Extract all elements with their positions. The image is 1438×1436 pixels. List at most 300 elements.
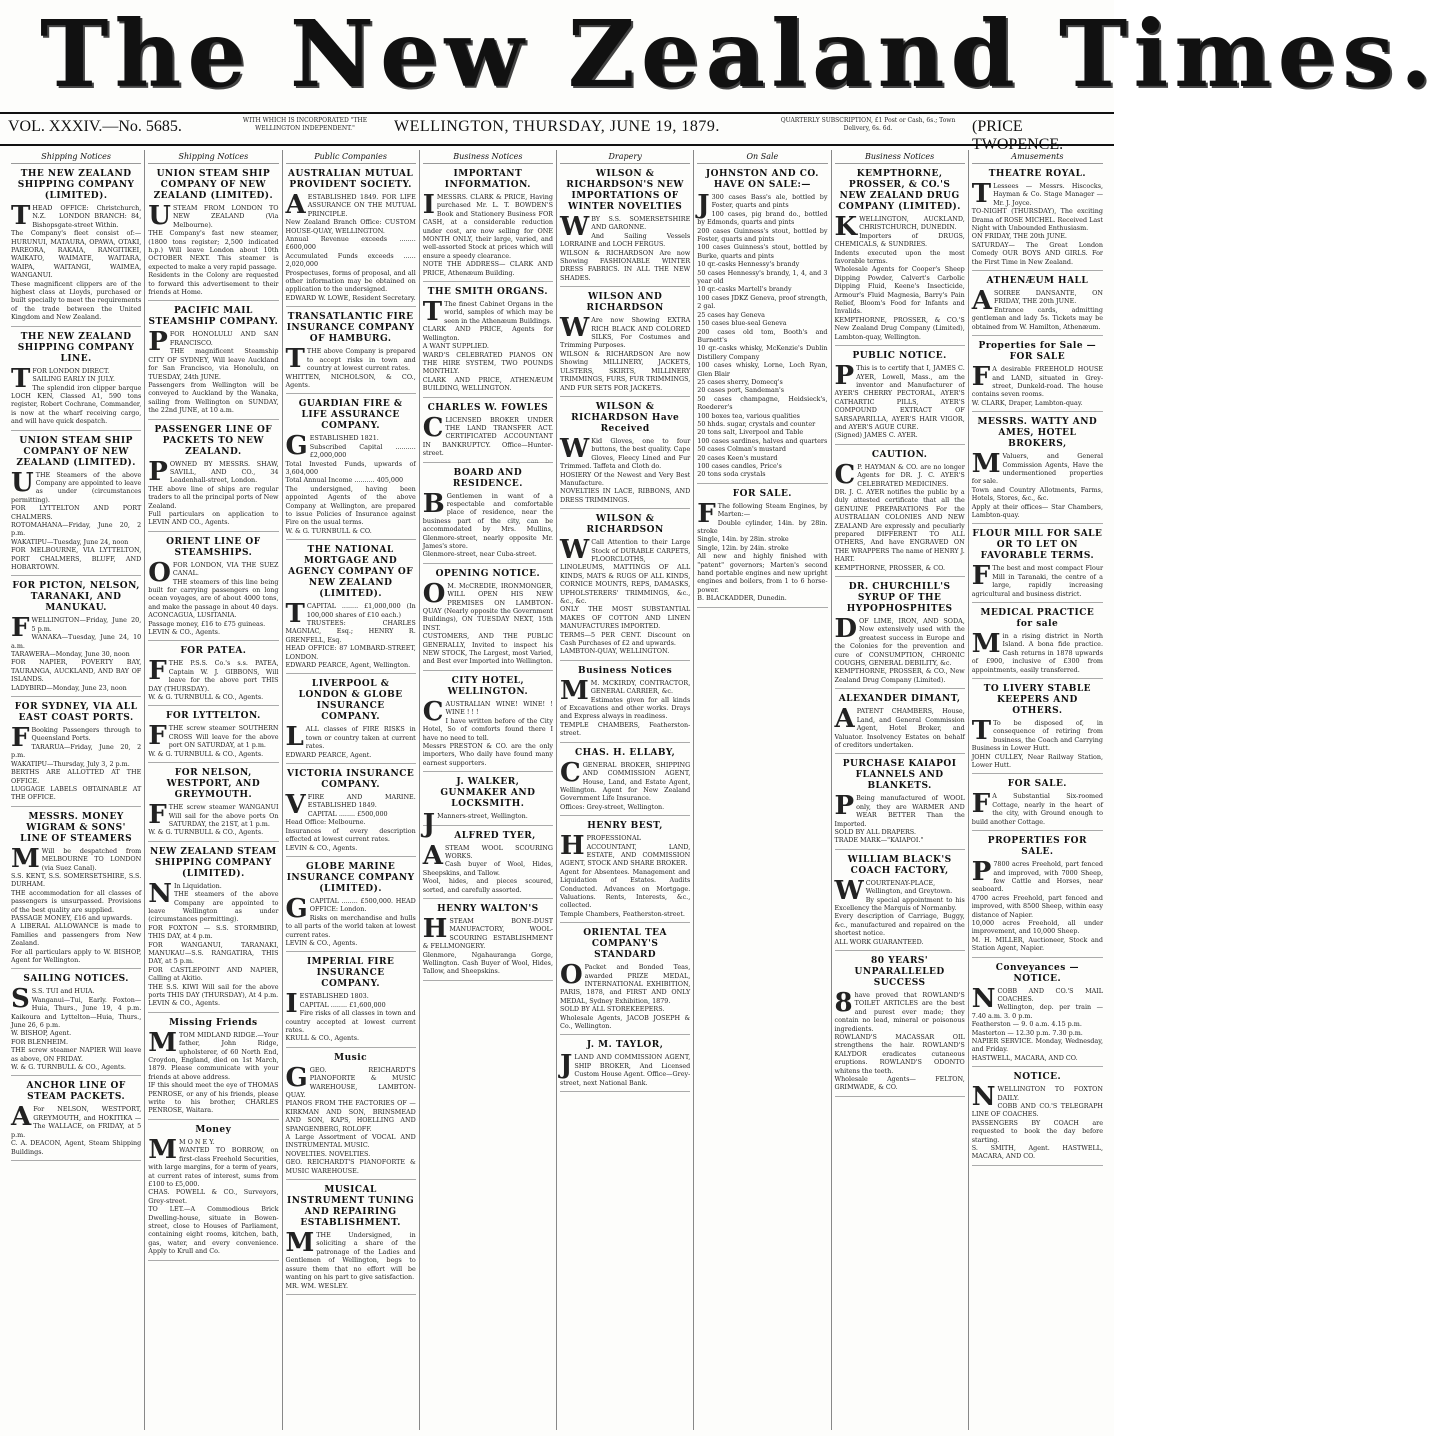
advertisement-text: THE screw steamer SOUTHERN CROSS Will leave for the above port ON SATURDAY, at 1 p.m. W. & G. TURNBULL & CO., Agents. bbox=[148, 724, 279, 758]
drop-cap: W bbox=[834, 875, 864, 906]
advertisement-text: In Liquidation. THE steamers of the above Company are appointed to leave Wellington as under (circumstances permitting). FOR FOXTON — S.S. STORMBIRD, THIS DAY, at 4 p.m. FOR WANGANUI, TARANAKI, MANUKAU—S.S. RANGATIRA, THIS DAY, at 5 p.m. FOR CASTLEPOINT AND NAPIER, Calling at Akitio. THE S.S. KIWI Will sail for the above ports THIS DAY (THURSDAY), At 4 p.m. LEVIN & CO., Agents. bbox=[148, 881, 279, 1008]
advertisement-title: FOR PICTON, NELSON, TARANAKI, AND MANUKAU. bbox=[12, 581, 140, 614]
advertisement-body bbox=[971, 449, 1103, 519]
advertisement-text: ALL classes of FIRE RISKS in town or country taken at current rates. EDWARD PEARCE, Agent. bbox=[285, 725, 416, 759]
drop-cap: A bbox=[422, 840, 443, 871]
drop-cap: T bbox=[11, 201, 31, 231]
column-8 bbox=[969, 150, 1106, 1430]
advertisement-body bbox=[560, 675, 691, 738]
drop-cap: O bbox=[422, 578, 446, 609]
advertisement-title: Missing Friends bbox=[169, 1017, 258, 1028]
advertisement bbox=[972, 167, 1103, 271]
advertisement-title: Money bbox=[195, 1124, 232, 1135]
drop-cap: F bbox=[971, 362, 991, 393]
advertisement-text: GEO. REICHARDT'S PIANOFORTE & MUSIC WAREHOUSE, LAMBTON-QUAY. PIANOS FROM THE FACTORIES OF — KIRKMAN AND SON, BRINSMEAD AND SON, KAPS, HOELLING AND SPANGENBERG, ROLOFF. A Large Assortment of VOCAL AND INSTRUMENTAL MUSIC. NOVELTIES. NOVELTIES. GEO. REICHARDT'S PIANOFORTE & MUSIC WAREHOUSE. bbox=[285, 1065, 416, 1175]
advertisement bbox=[148, 167, 278, 301]
advertisement-body bbox=[834, 459, 965, 572]
drop-cap: T bbox=[422, 297, 443, 328]
column-1 bbox=[8, 150, 145, 1430]
advertisement bbox=[835, 692, 965, 754]
drop-cap: F bbox=[11, 723, 30, 754]
advertisement-title: WILSON & RICHARDSON bbox=[586, 514, 664, 536]
advertisement bbox=[11, 972, 141, 1076]
drop-cap: M bbox=[285, 1228, 315, 1259]
advertisement-text: have proved that ROWLAND'S TOILET ARTICLES are the best and purest ever made; they contain no lead, mineral or poisonous ingredients. ROWLAND'S MACASSAR OIL strengthens the hair. ROWLAND'S KALYDOR eradicates cutaneous eruptions. ROWLAND'S ODONTO whitens the teeth. Wholesale Agents— FELTON, GRIMWADE, & CO. bbox=[834, 991, 965, 1092]
drop-cap: U bbox=[148, 201, 171, 231]
advertisement-title: SAILING NOTICES. bbox=[23, 974, 129, 985]
advertisement-body bbox=[971, 286, 1103, 331]
advertisement-text: ESTABLISHED 1849. FOR LIFE ASSURANCE ON THE MUTUAL PRINCIPLE. New Zealand Branch Office: CUSTOM HOUSE-QUAY, WELLINGTON. Annual Revenue exceeds ........ £600,000 Accumulated Funds exceeds ...... 2,020,000 Prospectuses, forms of proposal, and all other information may be obtained on application to the undersigned. EDWARD W. LOWE, Resident Secretary. bbox=[285, 193, 416, 302]
advertisement-text: S.S. TUI and HUIA. Wanganui—Tui, Early. Foxton—Huia, Thurs., June 19, 4 p.m. Kaikoura and Lyttelton—Huia, Thurs., June 26, 6 p.m. W. BISHOP, Agent. FOR BLENHEIM. THE screw steamer NAPIER Will leave as above, ON FRIDAY. W. & G. TURNBULL & CO., Agents. bbox=[11, 987, 142, 1072]
column-5 bbox=[557, 150, 694, 1430]
advertisement-text: LICENSED BROKER UNDER THE LAND TRANSFER ACT. CERTIFICATED ACCOUNTANT IN BANKRUPTCY. Office—Hunter-street. bbox=[422, 415, 556, 458]
volume-number: VOL. XXXIV.—No. 5685. bbox=[8, 118, 182, 135]
advertisement-body bbox=[11, 201, 142, 322]
advertisement-body bbox=[285, 431, 416, 535]
advertisement-text: For NELSON, WESTPORT, GREYMOUTH, and HOKITIKA — The WALLACE, on FRIDAY, at 5 p.m. C. A. DEACON, Agent, Steam Shipping Buildings. bbox=[11, 1105, 142, 1156]
advertisement bbox=[972, 961, 1103, 1068]
advertisement-text: in a rising district in North Island. A bona fide practice. Cash returns in 1878 upwards of £900, inclusive of £300 from appointments, easily transferred. bbox=[971, 632, 1106, 674]
advertisement-title: IMPORTANT INFORMATION. bbox=[444, 169, 531, 190]
drop-cap: F bbox=[148, 721, 167, 752]
advertisement-body bbox=[285, 989, 416, 1043]
section-heading: Public Companies bbox=[286, 152, 416, 164]
advertisement-title: PROPERTIES FOR SALE. bbox=[987, 836, 1087, 858]
dateline-bar bbox=[0, 112, 1114, 153]
advertisement-title: PASSENGER LINE OF PACKETS TO NEW ZEALAND. bbox=[154, 424, 273, 457]
advertisement bbox=[148, 304, 278, 419]
advertisement-body bbox=[11, 613, 142, 692]
advertisement-body bbox=[834, 704, 967, 749]
advertisement-text: Packet and Bonded Teas, awarded PRIZE MEDAL, INTERNATIONAL EXHIBITION, PARIS, 1878, and FIRST AND ONLY MEDAL, Sydney Exhibition, 1879. SOLD BY ALL STOREKEEPERS. Wholesale Agents, JACOB JOSEPH & Co., Wellington. bbox=[560, 963, 691, 1031]
advertisement bbox=[423, 674, 553, 772]
advertisement-title: CITY HOTEL, WELLINGTON. bbox=[447, 675, 529, 697]
advertisement-body bbox=[971, 362, 1103, 407]
advertisement-text: P. HAYMAN & CO. are no longer Agents for DR. J. C. AYER'S CELEBRATED MEDICINES. DR. J. C. AYER notifies the public by a duly attested certificate that all the GENUINE PREPARATIONS For the AUSTRALIAN COLONIES AND NEW ZEALAND Are expressly and peculiarly prepared DIFFERENT TO ALL OTHERS, And have ENGRAVED ON THE WRAPPERS The name of HENRY J. HART. KEMPTHORNE, PROSSER, & CO. bbox=[834, 462, 965, 572]
columns bbox=[8, 150, 1106, 1430]
advertisement-title: NEW ZEALAND STEAM SHIPPING COMPANY (LIMITED). bbox=[150, 846, 277, 879]
drop-cap: P bbox=[834, 791, 855, 822]
advertisement-title: J. M. TAYLOR, bbox=[586, 1040, 664, 1051]
advertisement bbox=[972, 1070, 1103, 1166]
advertisement-title: WILSON & RICHARDSON'S NEW IMPORTATIONS OF WINTER NOVELTIES bbox=[566, 169, 685, 212]
drop-cap: V bbox=[285, 790, 306, 821]
advertisement-title: Business Notices bbox=[577, 665, 673, 676]
drop-cap: H bbox=[422, 913, 448, 944]
advertisement-title: WILLIAM BLACK'S COACH FACTORY, bbox=[847, 854, 952, 876]
advertisement bbox=[148, 535, 278, 642]
advertisement bbox=[148, 1016, 278, 1120]
advertisement bbox=[148, 423, 278, 532]
drop-cap: N bbox=[971, 1082, 996, 1113]
advertisement-title: Conveyances — NOTICE. bbox=[995, 962, 1079, 984]
advertisement-body bbox=[148, 721, 279, 758]
advertisement bbox=[971, 777, 1106, 831]
advertisement-text: STEAM WOOL SCOURING WORKS. Cash buyer of Wool, Hides, Sheepskins, and Tallow. Wool, hides, and pieces scoured, sorted, and carefully assorted. bbox=[422, 843, 553, 894]
section-heading: Shipping Notices bbox=[11, 152, 141, 164]
advertisement-title: ALEXANDER DIMANT, bbox=[838, 694, 961, 705]
advertisement bbox=[286, 955, 416, 1047]
drop-cap: A bbox=[285, 190, 306, 220]
advertisement-title: PUBLIC NOTICE. bbox=[852, 351, 947, 362]
advertisement-body bbox=[422, 190, 553, 277]
advertisement-body bbox=[11, 723, 142, 802]
advertisement-title: TO LIVERY STABLE KEEPERS AND OTHERS. bbox=[983, 684, 1092, 717]
drop-cap: J bbox=[697, 190, 710, 220]
advertisement-title: DR. CHURCHILL'S SYRUP OF THE HYPOPHOSPHITES bbox=[846, 582, 953, 615]
advertisement-text: Valuers, and General Commission Agents, Have the undermentioned properties for sale. Town and Country Allotments, Farms, Hotels, Stores, &c., &c. Apply at their offices— Star Chambers, Lambton-quay. bbox=[971, 452, 1103, 519]
advertisement-title: THE NATIONAL MORTGAGE AND AGENCY COMPANY OF NEW ZEALAND (LIMITED). bbox=[288, 545, 414, 600]
advertisement-body bbox=[971, 789, 1106, 826]
advertisement bbox=[835, 757, 965, 849]
advertisement bbox=[11, 330, 141, 431]
advertisement-title: MESSRS. MONEY WIGRAM & SONS' LINE OF STEAMERS bbox=[20, 811, 133, 844]
incorporated-note: WITH WHICH IS INCORPORATED "THE WELLINGTON INDEPENDENT." bbox=[242, 117, 368, 132]
advertisement-title: THEATRE ROYAL. bbox=[988, 169, 1087, 179]
advertisement-text: COURTENAY-PLACE, Wellington, and Greytown. By special appointment to his Excellency the Marquis of Normanby. Every description of Carriage, Buggy, &c., manufactured and repaired on the shortest notice. ALL WORK GUARANTEED. bbox=[834, 878, 965, 946]
advertisement-body bbox=[285, 1062, 416, 1175]
advertisement bbox=[148, 766, 278, 842]
advertisement-title: CHAS. H. ELLABY, bbox=[575, 747, 676, 758]
drop-cap: A bbox=[11, 1102, 32, 1133]
advertisement-body bbox=[971, 179, 1103, 266]
advertisement bbox=[286, 1183, 416, 1295]
column-6 bbox=[694, 150, 831, 1430]
advertisement bbox=[11, 167, 141, 327]
advertisement-body bbox=[560, 535, 691, 656]
drop-cap: B bbox=[422, 488, 445, 519]
advertisement-title: ATHENÆUM HALL bbox=[986, 276, 1089, 287]
advertisement bbox=[972, 274, 1103, 336]
section-heading: Drapery bbox=[560, 152, 690, 164]
advertisement-body bbox=[560, 757, 691, 811]
drop-cap: 8 bbox=[834, 988, 853, 1018]
advertisement bbox=[835, 349, 965, 445]
drop-cap: N bbox=[148, 878, 173, 909]
advertisement-title: AUSTRALIAN MUTUAL PROVIDENT SOCIETY. bbox=[287, 169, 414, 190]
section-heading: Shipping Notices bbox=[148, 152, 278, 164]
advertisement-text: BY S.S. SOMERSETSHIRE AND GARONNE. And Sailing Vessels LORRAINE and LOCH FERGUS. WILSON & RICHARDSON Are now Showing FASHIONABLE WINTER DRESS FABRICS. IN ALL THE NEW SHADES. bbox=[560, 215, 691, 282]
advertisement-body bbox=[422, 297, 553, 393]
drop-cap: A bbox=[971, 286, 992, 317]
advertisement bbox=[835, 580, 965, 689]
advertisement bbox=[148, 1123, 278, 1261]
advertisement bbox=[697, 167, 827, 484]
advertisement-title: ALFRED TYER, bbox=[454, 830, 536, 841]
advertisement-title: ANCHOR LINE OF STEAM PACKETS. bbox=[26, 1081, 126, 1103]
advertisement bbox=[560, 746, 690, 816]
advertisement-body bbox=[971, 983, 1103, 1063]
drop-cap: M bbox=[148, 1134, 178, 1165]
advertisement-body bbox=[560, 313, 691, 392]
advertisement-title: PACIFIC MAIL STEAMSHIP COMPANY. bbox=[148, 306, 279, 328]
advertisement-body bbox=[11, 1102, 142, 1156]
drop-cap: P bbox=[148, 327, 168, 358]
advertisement-title: IMPERIAL FIRE INSURANCE COMPANY. bbox=[306, 957, 395, 990]
advertisement-body bbox=[285, 344, 416, 389]
advertisement-body bbox=[560, 960, 691, 1031]
advertisement bbox=[835, 853, 965, 951]
advertisement-title: VICTORIA INSURANCE COMPANY. bbox=[287, 769, 415, 791]
advertisement-text: 300 cases Bass's ale, bottled by Foster, quarts and pints 100 cases, pig brand do., bottled by Edmonds, quarts and pints 200 cases Guinness's stout, bottled by Foster, quarts and pints 100 cases Guinness's stout, bottled by Burke, quarts and pints 10 qr.-casks Hennessy's brandy 50 cases Hennessy's brandy, 1, 4, and 3 year old 10 qr.-casks Martell's brandy 100 cases JDKZ Geneva, proof strength, 2 gal. 25 cases hay Geneva 150 cases blue-seal Geneva 200 cases old tom, Booth's and Burnett's 10 qr.-casks whisky, McKenzie's Dublin Distillery Company 100 cases whisky, Lorne, Loch Ryan, Glen Blair 25 cases sherry, Domecq's 20 cases port, Sandeman's 50 cases champagne, Heidsieck's, Roederer's 100 boxes tea, various qualities 50 hhds. sugar, crystals and counter 20 tons salt, Liverpool and Table 100 cases sardines, halves and quarters 50 cases Colman's mustard 20 cases Keen's mustard 100 cases candles, Price's 20 tons soda crystals bbox=[697, 193, 828, 479]
drop-cap: U bbox=[11, 467, 34, 498]
advertisement-title: HENRY WALTON'S bbox=[437, 903, 539, 914]
advertisement-title: UNION STEAM SHIP COMPANY OF NEW ZEALAND (LIMITED). bbox=[16, 435, 136, 468]
advertisement-text: FOR LONDON DIRECT. SAILING EARLY IN JULY. The splendid iron clipper barque LOCH KEN, Classed A1, 590 tons register, Robert Cochrane, Commander, is now at the wharf receiving cargo, and will have quick despatch. bbox=[11, 366, 142, 426]
advertisement-title: 80 YEARS' UNPARALLELED SUCCESS bbox=[854, 956, 945, 988]
advertisement-text: Call Attention to their Large Stock of DURABLE CARPETS, FLOORCLOTHS, LINOLEUMS, MATTINGS OF ALL KINDS, MATS & RUGS OF ALL KINDS, CORNICE MOUNTS, REPS, DAMASKS, UPHOLSTERERS' TRIMMINGS, &c., &c., &c. ONLY THE MOST SUBSTANTIAL MAKES OF COTTON AND LINEN MANUFACTURES IMPORTED. TERMS—5 PER CENT. Discount on Cash Purchases of £2 and upwards. LAMBTON-QUAY, WELLINGTON. bbox=[560, 538, 691, 656]
advertisement bbox=[423, 285, 553, 397]
advertisement bbox=[697, 487, 827, 608]
advertisement-title: MEDICAL PRACTICE for sale bbox=[980, 608, 1095, 629]
advertisement-title: FOR SYDNEY, VIA ALL EAST COAST PORTS. bbox=[14, 702, 138, 724]
advertisement-body bbox=[422, 412, 556, 458]
advertisement bbox=[11, 434, 141, 577]
advertisement bbox=[560, 290, 690, 397]
advertisement bbox=[286, 167, 416, 307]
advertisement-text: AUSTRALIAN WINE! WINE! ! WINE ! ! ! I have written before of the City Hotel, So of comforts found there I have no need to tell. Messrs PRESTON & CO. are the only importers, Who daily have found many earnest supporters. bbox=[422, 699, 553, 767]
price: (PRICE TWOPENCE. bbox=[972, 118, 1064, 153]
drop-cap: I bbox=[285, 989, 298, 1020]
drop-cap: C bbox=[834, 459, 856, 490]
drop-cap: F bbox=[697, 498, 716, 529]
advertisement-body bbox=[11, 984, 142, 1072]
advertisement-body bbox=[834, 791, 965, 845]
advertisement-title: FOR LYTTELTON. bbox=[165, 711, 261, 722]
advertisement-body bbox=[148, 557, 279, 637]
advertisement-body bbox=[697, 190, 828, 479]
advertisement bbox=[286, 677, 416, 764]
advertisement-text: This is to certify that I, JAMES C. AYER, Lowell, Mass., am the inventor and Manufacturer of AYER'S CHERRY PECTORAL, AYER'S CATHARTIC PILLS, AYER'S COMPOUND EXTRACT OF SARSAPARILLA, AYER'S HAIR VIGOR, and AYER'S AGUE CURE. (Signed) JAMES C. AYER. bbox=[834, 364, 965, 440]
advertisement-text: To be disposed of, in consequence of retiring from business, the Coach and Carrying Business in Lower Hutt. JOHN CULLEY, Near Railway Station, Lower Hutt. bbox=[971, 719, 1103, 770]
drop-cap: K bbox=[834, 212, 858, 242]
drop-cap: W bbox=[560, 313, 590, 344]
advertisement-body bbox=[560, 831, 691, 918]
advertisement-body bbox=[971, 716, 1103, 770]
advertisement-title: LIVERPOOL & LONDON & GLOBE INSURANCE COMPANY. bbox=[298, 679, 403, 723]
advertisement-body bbox=[285, 599, 416, 670]
advertisement-body bbox=[148, 201, 279, 297]
advertisement bbox=[971, 527, 1106, 603]
advertisement-title: FLOUR MILL FOR SALE OR TO LET ON FAVORABLE TERMS. bbox=[972, 529, 1103, 562]
advertisement bbox=[423, 167, 553, 282]
advertisement-text: THE Steamers of the above Company are appointed to leave as under (circumstances permitting). FOR LYTTELTON AND PORT CHALMERS. ROTOMAHANA—Friday, June 20, 2 p.m. WAKATIPU—Tuesday, June 24, noon FOR MELBOURNE, VIA LYTTELTON, PORT CHALMERS, BLUFF, AND HOBARTOWN. bbox=[11, 470, 142, 571]
drop-cap: J bbox=[560, 1050, 573, 1081]
advertisement-title: KEMPTHORNE, PROSSER, & CO.'S NEW ZEALAND DRUG COMPANY (LIMITED). bbox=[838, 169, 961, 212]
advertisement-title: OPENING NOTICE. bbox=[435, 568, 541, 579]
drop-cap: W bbox=[560, 535, 590, 566]
advertisement bbox=[423, 466, 553, 564]
advertisement-body bbox=[148, 456, 279, 527]
advertisement bbox=[835, 954, 965, 1097]
advertisement bbox=[286, 397, 416, 540]
column-4 bbox=[420, 150, 557, 1430]
advertisement bbox=[286, 767, 416, 857]
advertisement-body bbox=[971, 629, 1106, 674]
advertisement-body bbox=[11, 843, 142, 965]
advertisement-text: WELLINGTON TO FOXTON DAILY. COBB AND CO.'S TELEGRAPH LINE OF COACHES. PASSENGERS BY COACH are requested to book the day before starting. S. SMITH, Agent. HASTWELL, MACARA, AND CO. bbox=[971, 1085, 1103, 1161]
advertisement-text: CAPITAL ........ £1,000,000 (In 100,000 shares of £10 each.) TRUSTEES: CHARLES MAGNIAC, Esq.; HENRY R. GRENFELL, Esq. HEAD OFFICE: 87 LOMBARD-STREET, LONDON. EDWARD PEARCE, Agent, Wellington. bbox=[285, 602, 416, 670]
advertisement-body bbox=[971, 1082, 1103, 1161]
advertisement-body bbox=[834, 614, 965, 684]
advertisement-text: Kid Gloves, one to four buttons, the best quality. Cape Gloves, Fleecy Lined and Fur Trimmed. Taffeta and Cloth do. HOSIERY Of the Newest and Very Best Manufacture. NOVELTIES IN LACE, RIBBONS, AND DRESS TRIMMINGS. bbox=[560, 436, 691, 504]
subscription-note: QUARTERLY SUBSCRIPTION, £1 Post or Cash, 6s.; Town Delivery, 6s. 6d. bbox=[780, 117, 956, 132]
section-heading: On Sale bbox=[697, 152, 827, 164]
drop-cap: M bbox=[11, 843, 40, 874]
advertisement-text: The following Steam Engines, by Marten:— Double cylinder, 14in. by 28in. stroke Single, 14in. by 28in. stroke Single, 12in. by 24in. stroke All new and highly finished with "patent" governors; Marten's second hand portable engines and new upright engines and boilers, from 1 to 6 horse-power. B. BLACKADDER, Dunedin. bbox=[697, 501, 828, 603]
advertisement bbox=[286, 543, 416, 674]
advertisement-text: THE screw steamer WANGANUI Will sail for the above ports On SATURDAY, the 21ST, at 1 p.m. W. & G. TURNBULL & CO., Agents. bbox=[148, 803, 279, 837]
advertisement-title: NOTICE. bbox=[1013, 1072, 1062, 1083]
drop-cap: F bbox=[148, 800, 167, 831]
advertisement-title: WILSON AND RICHARDSON bbox=[586, 292, 664, 314]
advertisement bbox=[423, 567, 553, 671]
advertisement-text: COBB AND CO.'S MAIL COACHES. Wellington, dep. per train — 7.40 a.m. 3. 0 p.m. Featherston — 9. 0 a.m. 4.15 p.m. Masterton — 12.30 p.m. 7.30 p.m. NAPIER SERVICE. Monday, Wednesday, and Friday. HASTWELL, MACARA, AND CO. bbox=[971, 986, 1103, 1062]
advertisement-body bbox=[148, 1027, 279, 1115]
advertisement-title: MESSRS. WATTY AND AMES, HOTEL BROKERS, bbox=[977, 417, 1098, 450]
advertisement-title: HENRY BEST, bbox=[587, 821, 663, 832]
drop-cap: W bbox=[560, 212, 590, 242]
advertisement-text: MESSRS. CLARK & PRICE, Having purchased Mr. L. T. BOWDEN'S Book and Stationery Business FOR CASH, at a considerable reduction under cost, are now selling for ONE MONTH ONLY, their large, varied, and well-assorted Stock at prices which will ensure a speedy clearance. NOTE THE ADDRESS— CLARK AND PRICE, Athenæum Building. bbox=[422, 193, 553, 277]
advertisement-title: THE SMITH ORGANS. bbox=[427, 287, 548, 298]
drop-cap: C bbox=[422, 696, 444, 727]
advertisement-title: FOR PATEA. bbox=[180, 646, 247, 657]
advertisement-body bbox=[834, 361, 965, 440]
advertisement-text: Lessees — Messrs. Hiscocks, Hayman & Co. Stage Manager — Mr. J. Joyce. TO-NIGHT (THURSDAY), The exciting Drama of ROSE MICHEL. Received Last Night with Unbounded Enthusiasm. ON FRIDAY, THE 20th JUNE. SATURDAY— The Great London Comedy OUR BOYS AND GIRLS. For the First Time in New Zealand. bbox=[971, 182, 1103, 266]
drop-cap: G bbox=[285, 1062, 308, 1093]
advertisement-text: M. MCKIRDY, CONTRACTOR, GENERAL CARRIER, &c. Estimates given for all kinds of Excavations and other works. Drays and Express always in readiness. TEMPLE CHAMBERS, Featherston-street. bbox=[560, 678, 691, 738]
advertisement-title: Music bbox=[334, 1052, 368, 1063]
advertisement bbox=[286, 310, 416, 394]
advertisement bbox=[971, 606, 1106, 679]
advertisement-title: J. WALKER, GUNMAKER AND LOCKSMITH. bbox=[440, 777, 536, 810]
advertisement-text: Gentlemen in want of a respectable and comfortable place of residence, near the business part of the city, can be accommodated by Mrs. Mullins, Glenmore-street, nearly opposite Mr. James's store. Glenmore-street, near Cuba-street. bbox=[422, 491, 553, 559]
advertisement-text: STEAM FROM LONDON TO NEW ZEALAND (Via Melbourne). THE Company's fast new steamer, (1800 tons register; 2,500 indicated h.p.) Will leave London about 10th OCTOBER NEXT. This steamer is expected to make a very rapid passage. Residents in the Colony are requested to forward this advertisement to their friends at Home. bbox=[148, 204, 279, 297]
advertisement bbox=[11, 700, 141, 807]
advertisement bbox=[560, 926, 690, 1035]
drop-cap: W bbox=[560, 433, 590, 464]
advertisement-title: BOARD AND RESIDENCE. bbox=[452, 467, 523, 489]
advertisement bbox=[560, 400, 690, 509]
advertisement-text: LAND AND COMMISSION AGENT, SHIP BROKER, And Licensed Custom House Agent. Office—Grey-street, next National Bank. bbox=[560, 1053, 693, 1087]
advertisement-text: THE Undersigned, in soliciting a share of the patronage of the Ladies and Gentlemen of Wellington, begs to assure them that no effort will be wanting on his part to give satisfaction. MR. WM. WESLEY. bbox=[285, 1231, 416, 1290]
advertisement-body bbox=[560, 212, 691, 282]
advertisement-text: M O N E Y. WANTED TO BORROW, on first-class Freehold Securities, with large margins, for a term of years, at current rates of interest, sums from £100 to £5,000. CHAS. POWELL & CO., Surveyors, Grey-street. TO LET.—A Commodious Brick Dwelling-house, situate in Bowen-street, close to Houses of Parliament, containing eight rooms, kitchen, bath, gas, water, and every convenience. Apply to Krull and Co. bbox=[148, 1137, 279, 1256]
column-7 bbox=[832, 150, 969, 1430]
advertisement-text: PROFESSIONAL ACCOUNTANT, LAND, ESTATE, AND COMMISSION AGENT, STOCK AND SHARE BROKER. Agent for Absentees. Management and Liquidation of Estates. Audits Conducted. Advances on Mortgage. Valuations. Rents, Interests, &c., collected. Temple Chambers, Featherston-street. bbox=[560, 834, 691, 918]
section-heading: Business Notices bbox=[835, 152, 965, 164]
advertisement-body bbox=[148, 1134, 279, 1256]
advertisement-body bbox=[560, 1050, 693, 1087]
advertisement-text: FOR LONDON, VIA THE SUEZ CANAL. THE steamers of this line being built for carrying passengers on long ocean voyages, are of about 4000 tons, and make the passage in about 40 days. ACONCAGUA, LUSITANIA. Passage money, £16 to £75 guineas. LEVIN & CO., Agents. bbox=[148, 560, 279, 637]
advertisement-title: WILSON & RICHARDSON Have Received bbox=[571, 401, 680, 434]
advertisement-text: Being manufactured of WOOL only, they are WARMER AND WEAR BETTER Than the Imported. SOLD BY ALL DRAPERS. TRADE MARK—"KAIAPOI." bbox=[834, 794, 965, 845]
advertisement bbox=[148, 709, 278, 763]
advertisement-text: THE above Company is prepared to accept risks in town and country at lowest current rates. WHITTEN, NICHOLSON, & CO., Agents. bbox=[285, 347, 416, 389]
advertisement bbox=[286, 1051, 416, 1180]
drop-cap: I bbox=[422, 190, 435, 220]
advertisement-body bbox=[11, 467, 142, 572]
advertisement bbox=[972, 339, 1103, 412]
advertisement-text: THE P.S.S. Co.'s s.s. PATEA, Captain W. J. GIBBONS, Will leave for the above port THIS DAY (THURSDAY). W. & G. TURNBULL & CO., Agents. bbox=[148, 659, 279, 702]
advertisement-title: Properties for Sale — FOR SALE bbox=[978, 341, 1097, 363]
advertisement bbox=[11, 1079, 141, 1160]
place-date: WELLINGTON, THURSDAY, JUNE 19, 1879. bbox=[394, 118, 720, 135]
advertisement-body bbox=[422, 913, 553, 976]
advertisement-body bbox=[11, 363, 142, 426]
advertisement-text: Manners-street, Wellington. bbox=[437, 812, 528, 821]
drop-cap: M bbox=[148, 1027, 178, 1058]
section-heading: Business Notices bbox=[423, 152, 553, 164]
advertisement-body bbox=[285, 190, 416, 302]
advertisement-body bbox=[148, 800, 279, 837]
advertisement bbox=[972, 415, 1103, 524]
drop-cap: C bbox=[422, 412, 444, 443]
drop-cap: T bbox=[971, 179, 992, 209]
advertisement-title: ORIENTAL TEA COMPANY'S STANDARD bbox=[583, 928, 668, 961]
advertisement-text: A Substantial Six-roomed Cottage, nearly in the heart of the city, with Ground enough to build another Cottage. bbox=[971, 792, 1106, 826]
advertisement-text: SOIREE DANSANTE, ON FRIDAY, THE 20th JUNE. Entrance cards, admitting gentleman and lady 5s. Tickets may be obtained from W. Hamilton, Athenæum. bbox=[971, 289, 1103, 331]
drop-cap: G bbox=[285, 893, 308, 924]
advertisement-title: CAUTION. bbox=[871, 449, 928, 460]
advertisement-title: CHARLES W. FOWLES bbox=[427, 402, 549, 413]
advertisement-title: JOHNSTON AND CO. HAVE ON SALE:— bbox=[705, 169, 819, 190]
advertisement-text: FOR HONOLULU AND SAN FRANCISCO. THE magnificent Steamship CITY OF SYDNEY, Will leave Auckland for San Francisco, via Honolulu, on TUESDAY, 24th JUNE. Passengers from Wellington will be conveyed to Auckland by the Wanaka, sailing from Wellington on SUNDAY, the 22nd JUNE, at 10 a.m. bbox=[148, 330, 279, 415]
advertisement-body bbox=[285, 722, 416, 759]
drop-cap: O bbox=[148, 557, 171, 588]
column-3 bbox=[283, 150, 420, 1430]
advertisement bbox=[11, 810, 141, 970]
advertisement-title: THE NEW ZEALAND SHIPPING COMPANY LINE. bbox=[17, 331, 135, 364]
advertisement-text: 7800 acres Freehold, part fenced and improved, with 7000 Sheep, few Cattle and Horses, near seaboard. 4700 acres Freehold, part fenced and improved, with 8500 Sheep, within easy distance of Napier. 10,000 acres Freehold, all under improvement, and 10,000 Sheep. M. H. MILLER, Auctioneer, Stock and Station Agent, Napier. bbox=[971, 860, 1103, 953]
drop-cap: L bbox=[285, 722, 304, 753]
advertisement-body bbox=[560, 433, 691, 504]
advertisement-body bbox=[148, 878, 279, 1008]
advertisement-title: GLOBE MARINE INSURANCE COMPANY (LIMITED). bbox=[286, 861, 415, 894]
drop-cap: T bbox=[11, 363, 31, 394]
advertisement-body bbox=[834, 875, 965, 946]
advertisement bbox=[560, 1038, 693, 1092]
drop-cap: P bbox=[148, 456, 168, 487]
advertisement bbox=[560, 664, 690, 743]
advertisement-body bbox=[148, 656, 279, 702]
drop-cap: F bbox=[971, 789, 991, 820]
advertisement-text: The finest Cabinet Organs in the world, samples of which may be seen in the Athenæum Buildings. CLARK AND PRICE, Agents for Wellington. A WANT SUPPLIED. WARD'S CELEBRATED PIANOS ON THE HIRE SYSTEM, TWO POUNDS MONTHLY. CLARK AND PRICE, ATHENÆUM BUILDING, WELLINGTON. bbox=[422, 300, 553, 393]
drop-cap: P bbox=[834, 361, 855, 392]
advertisement-body bbox=[971, 857, 1103, 953]
advertisement-text: FIRE AND MARINE. ESTABLISHED 1849. CAPITAL ........ £500,000 Head Office: Melbourne. Insurances of every description effected at lowest current rates. LEVIN & CO., Agents. bbox=[285, 793, 416, 852]
drop-cap: P bbox=[971, 857, 992, 888]
advertisement-text: WELLINGTON, AUCKLAND, CHRISTCHURCH, DUNEDIN. Importers of DRUGS, CHEMICALS, & SUNDRIES. Indents executed upon the most favorable terms. Wholesale Agents for Cooper's Sheep Dipping Powder, Calvert's Carbolic Dipping Fluid, Keene's Insecticide, Armour's Fluid Magnesia, Barry's Pain Relief, Bloom's Food for Infants and Invalids. KEMPTHORNE, PROSSER, & CO.'S New Zealand Drug Company (Limited), Lambton-quay, Wellington. bbox=[834, 215, 965, 341]
advertisement-title: FOR SALE. bbox=[1007, 779, 1067, 790]
drop-cap: C bbox=[560, 757, 581, 788]
advertisement bbox=[423, 829, 553, 899]
advertisement bbox=[972, 682, 1103, 774]
drop-cap: M bbox=[971, 449, 1001, 480]
advertisement-title: ORIENT LINE OF STEAMSHIPS. bbox=[166, 536, 261, 558]
drop-cap: J bbox=[422, 809, 436, 840]
advertisement-text: PATENT CHAMBERS, House, Land, and General Commission Agent, Hotel Broker, and Valuator. Insolvency Estates on behalf of creditors undertaken. bbox=[834, 707, 967, 749]
advertisement-text: CAPITAL ........ £500,000. HEAD OFFICE: London. Risks on merchandise and hulls to all parts of the world taken at lowest current rates. LEVIN & CO., Agents. bbox=[285, 896, 416, 947]
advertisement-text: M. McCREDIE, IRONMONGER, WILL OPEN HIS NEW PREMISES ON LAMBTON-QUAY (Nearly opposite the Government Buildings), ON TUESDAY NEXT, 15th INST. CUSTOMERS, AND THE PUBLIC GENERALLY, Invited to inspect his NEW STOCK, The Largest, most Varied, and Best ever Imported into Wellington. bbox=[422, 581, 553, 666]
advertisement-text: OWNED BY MESSRS. SHAW, SAVILL, AND CO., 34 Leadenhall-street, London. THE above line of ships are regular traders to all the principal ports of New Zealand. Full particulars on application to LEVIN AND CO., Agents. bbox=[148, 459, 279, 527]
drop-cap: A bbox=[834, 704, 855, 735]
advertisement-title: GUARDIAN FIRE & LIFE ASSURANCE COMPANY. bbox=[298, 399, 403, 432]
drop-cap: M bbox=[971, 629, 1001, 659]
advertisement-title: FOR NELSON, WESTPORT, AND GREYMOUTH. bbox=[166, 768, 261, 801]
advertisement bbox=[560, 512, 690, 661]
drop-cap: M bbox=[560, 675, 589, 706]
